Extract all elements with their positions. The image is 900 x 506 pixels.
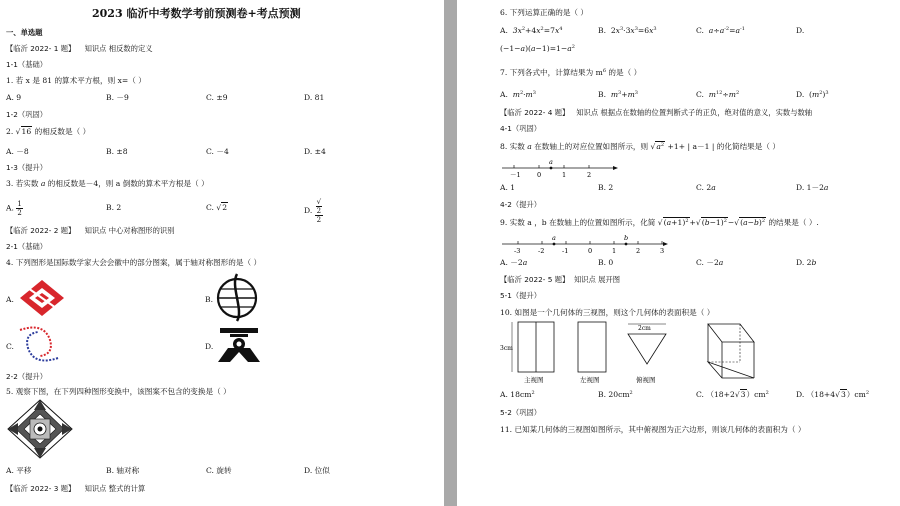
q10-d-radicand: 3 <box>840 390 846 399</box>
q2-option-b: B. ±8 <box>106 147 128 156</box>
q7-b-label: B. <box>598 90 606 99</box>
q2-option-c: C. －4 <box>206 147 229 156</box>
q10-c-label: C. （18+2 <box>696 390 735 399</box>
q3-suffix: 的相反数是－4，则 a 倒数的算术平方根是（ ） <box>45 179 209 188</box>
topic-header-label: 【临沂 2022- 2 题】 <box>6 226 76 235</box>
q10-option-b <box>598 390 633 399</box>
sub-level-4-2: 4-2（提升） <box>500 200 542 209</box>
q10-option-a <box>500 390 535 399</box>
q6-option-d: D. <box>796 26 805 35</box>
question-9-text: 9. 实数 a ，b 在数轴上的位置如图所示，化简 $√(a+1)^2+√(b-1)^2-√(a-b)^2$ 的结果是（ ）. <box>500 218 819 227</box>
q4-figure-a <box>18 278 66 318</box>
q10-option-c: C. $(18+2√3)cm^2$ <box>696 390 769 399</box>
q9-d-label: D. 2 <box>796 258 812 267</box>
q8-suffix: +1+ | a－1 | 的化简结果是（ ） <box>665 142 780 151</box>
q2-option-d: D. ±4 <box>304 147 326 156</box>
q9-point-b: b <box>624 234 629 242</box>
q3-d-fraction: √ 2 2 <box>316 198 322 224</box>
q10-option-d: D. $(18+4√3)cm^2$ <box>796 390 870 399</box>
q3-option-d <box>304 198 323 224</box>
q8-c-label: C. 2 <box>696 183 712 192</box>
topic-header-label: 【临沂 2022- 3 题】 <box>6 484 76 493</box>
sub-level-1-3: 1-3（提升） <box>6 163 48 172</box>
q10-caption-side: 左视图 <box>580 376 600 384</box>
q1-option-b: B. －9 <box>106 93 129 102</box>
q7-option-a: A. $m^2\cdot m^3$ <box>500 90 536 99</box>
q3-d-label: D. <box>304 206 313 215</box>
q8-radicand-exp: 2 <box>660 142 665 148</box>
q10-d-unit: ）cm <box>846 390 866 399</box>
topic-header-4 <box>500 108 812 117</box>
q7-c-label: C. <box>696 90 704 99</box>
q8-d-label: D. 1－2 <box>796 183 824 192</box>
q7-option-d: D. $(m^2)^3$ <box>796 90 829 99</box>
q3-a-fraction <box>16 200 22 217</box>
q3-a-num: 1 <box>17 200 22 208</box>
q9-number-line <box>500 232 670 254</box>
q8-option-b: B. 2 <box>598 183 614 192</box>
q10-d-exp: 2 <box>865 390 870 396</box>
q8-prefix: 8. 实数 <box>500 142 528 151</box>
left-page <box>0 0 444 506</box>
q5-option-a: A. 平移 <box>6 466 32 475</box>
q9-option-d <box>796 258 816 267</box>
q8-c-var: a <box>711 183 716 192</box>
q8-option-d <box>796 183 828 192</box>
q9-point-a: a <box>552 234 556 242</box>
q9-option-c <box>696 258 723 267</box>
q3-var: a <box>40 179 46 188</box>
q2-option-a: A. －8 <box>6 147 29 156</box>
q10-a-label: A. 18cm <box>500 390 532 399</box>
q4-figure-d <box>216 326 262 364</box>
q9-text: 9. 实数 a ，b 在数轴上的位置如图所示，化简 <box>500 218 656 227</box>
section-heading: 一、单选题 <box>6 28 43 37</box>
topic-knowledge-point: 知识点 展开图 <box>573 275 621 284</box>
q3-option-a <box>6 200 23 217</box>
q9-c-var: a <box>718 258 724 267</box>
q6-option-b: B. $2x^3\cdot 3x^3=6x^3$ <box>598 26 657 35</box>
q6-c-label: C. <box>696 26 704 35</box>
q8-number-line <box>500 156 620 178</box>
q10-c-exp: 2 <box>765 390 769 396</box>
q8-tick-0: －1 <box>510 171 521 178</box>
q3-a-label: A. <box>6 203 14 213</box>
q9-tick-3: 0 <box>588 247 593 254</box>
q3-option-b: B. 2 <box>106 203 122 212</box>
topic-knowledge-point: 知识点 根据点在数轴的位置判断式子的正负，绝对值的意义，实数与数轴 <box>576 108 813 117</box>
q7-d-label: D. <box>796 90 805 99</box>
question-1-text: 1. 若 x 是 81 的算术平方根，则 x=（ ） <box>6 76 146 85</box>
q7-text: 7. 下列各式中，计算结果为 m <box>500 68 603 77</box>
q5-figure <box>6 398 74 460</box>
q2-radicand: 16 <box>21 127 32 136</box>
q3-d-den: 2 <box>316 216 322 224</box>
q5-option-c: C. 旋转 <box>206 466 232 475</box>
q8-tick-1: 0 <box>537 171 542 178</box>
topic-header-label: 【临沂 2022- 1 题】 <box>6 44 76 53</box>
question-3-text <box>6 179 209 188</box>
q9-option-b: B. 0 <box>598 258 614 267</box>
q8-tick-2: 1 <box>562 171 567 178</box>
q9-tick-6: 3 <box>660 247 665 254</box>
q10-c-unit: ）cm <box>746 390 766 399</box>
q10-dim-height: 3cm <box>500 345 513 352</box>
sub-level-5-1: 5-1（提升） <box>500 291 542 300</box>
q10-b-label: B. 20cm <box>598 390 630 399</box>
q8-mid: 在数轴上的对应位置如图所示，则 <box>531 142 651 151</box>
q1-option-a: A. 9 <box>6 93 22 102</box>
q10-three-views <box>500 318 760 386</box>
q8-radicand: a <box>656 142 661 151</box>
topic-header-2 <box>6 226 174 235</box>
topic-header-3 <box>6 484 145 493</box>
q3-a-den: 2 <box>17 209 22 217</box>
q9-d-var: b <box>811 258 817 267</box>
q8-point-a: a <box>549 158 553 166</box>
q10-c-radicand: 3 <box>740 390 746 399</box>
sub-level-4-1: 4-1（巩固） <box>500 124 542 133</box>
q9-tick-1: -2 <box>538 247 545 254</box>
question-4-text: 4. 下列图形是国际数学家大会会徽中的部分图案，属于轴对称图形的是（ ） <box>6 258 262 267</box>
topic-header-label: 【临沂 2022- 4 题】 <box>500 108 570 117</box>
q6-option-a: A. $3x^2+4x^2=7x^4$ <box>500 26 563 35</box>
q4-figure-c <box>14 322 64 366</box>
q10-dim-width: 2cm <box>638 325 651 332</box>
q1-option-c: C. ±9 <box>206 93 228 102</box>
q4-option-d: D. <box>205 342 214 351</box>
question-7-text <box>500 68 641 77</box>
q9-tick-5: 2 <box>636 247 641 254</box>
topic-knowledge-point: 知识点 整式的计算 <box>84 484 146 493</box>
q9-a-var: a <box>522 258 528 267</box>
q4-option-b: B. <box>205 295 213 304</box>
sub-level-5-2: 5-2（巩固） <box>500 408 542 417</box>
q7-option-c: C. $m^{12}\div m^2$ <box>696 90 740 99</box>
sub-level-1-1: 1-1（基础） <box>6 60 48 69</box>
q10-caption-top: 俯视图 <box>636 376 656 384</box>
q3-d-radicand: 2 <box>316 207 322 215</box>
q2-prefix: 2. <box>6 127 16 136</box>
q9-suffix: 的结果是（ ）. <box>766 218 819 227</box>
topic-header-1 <box>6 44 153 53</box>
q7-a-label: A. <box>500 90 508 99</box>
q3-option-c: C. √2 <box>206 203 228 212</box>
sub-level-1-2: 1-2（巩固） <box>6 110 48 119</box>
topic-header-label: 【临沂 2022- 5 题】 <box>500 275 570 284</box>
q8-option-c <box>696 183 716 192</box>
q4-option-c: C. <box>6 342 14 351</box>
q9-tick-2: -1 <box>562 247 569 254</box>
q7-exp: 6 <box>602 68 606 74</box>
topic-header-5 <box>500 275 620 284</box>
q8-var: a <box>527 142 532 151</box>
q3-c-radicand: 2 <box>222 203 228 212</box>
q7-option-b: B. $m^3+m^3$ <box>598 90 638 99</box>
q6-a-label: A. <box>500 26 508 35</box>
q6-option-d-formula: $(-1-a)(a-1)=1-a^2$ <box>500 44 575 53</box>
q8-d-var: a <box>823 183 829 192</box>
topic-knowledge-point: 知识点 相反数的定义 <box>84 44 153 53</box>
question-10-text: 10. 如图是一个几何体的三视图，则这个几何体的表面积是（ ） <box>500 308 715 317</box>
q6-b-label: B. <box>598 26 606 35</box>
question-2-text: 2. √16 的相反数是（ ） <box>6 127 91 136</box>
sub-level-2-1: 2-1（基础） <box>6 242 48 251</box>
q2-suffix: 的相反数是（ ） <box>32 127 91 136</box>
q5-option-d: D. 位似 <box>304 466 330 475</box>
q6-option-c: C. $a\div a^{-2}=a^{-1}$ <box>696 26 745 35</box>
q9-a-label: A. －2 <box>500 258 523 267</box>
question-11-text: 11. 已知某几何体的三视图如图所示，其中俯视图为正六边形，则该几何体的表面积为（ ） <box>500 425 806 434</box>
q10-caption-front: 主视图 <box>524 376 544 384</box>
q3-prefix: 3. 若实数 <box>6 179 41 188</box>
question-6-text: 6. 下列运算正确的是（ ） <box>500 8 589 17</box>
question-8-text: 8. 实数 a 在数轴上的对应位置如图所示，则 $√a^2 +1+$ | a－1 | 的化简结果是（ ） <box>500 142 780 151</box>
q8-tick-3: 2 <box>587 171 592 178</box>
q9-option-a <box>500 258 527 267</box>
right-page <box>457 0 900 506</box>
topic-knowledge-point: 知识点 中心对称图形的识别 <box>84 226 175 235</box>
q3-c-label: C. <box>206 203 214 212</box>
sub-level-2-2: 2-2（提升） <box>6 372 48 381</box>
q4-option-a: A. <box>6 295 14 304</box>
question-5-text: 5. 观察下图，在下列四种图形变换中，该图案不包含的变换是（ ） <box>6 387 231 396</box>
q4-figure-b <box>214 272 260 322</box>
q9-tick-4: 1 <box>612 247 617 254</box>
q9-tick-0: -3 <box>514 247 521 254</box>
q1-option-d: D. 81 <box>304 93 325 102</box>
q8-option-a: A. 1 <box>500 183 516 192</box>
q10-a-exp: 2 <box>531 390 535 396</box>
q10-d-label: D. （18+4 <box>796 390 836 399</box>
q9-c-label: C. －2 <box>696 258 719 267</box>
q10-b-exp: 2 <box>629 390 633 396</box>
q7-tail: 的是（ ） <box>606 68 642 77</box>
q5-option-b: B. 轴对称 <box>106 466 140 475</box>
doc-title: 2023 临沂中考数学考前预测卷+考点预测 <box>92 7 301 20</box>
